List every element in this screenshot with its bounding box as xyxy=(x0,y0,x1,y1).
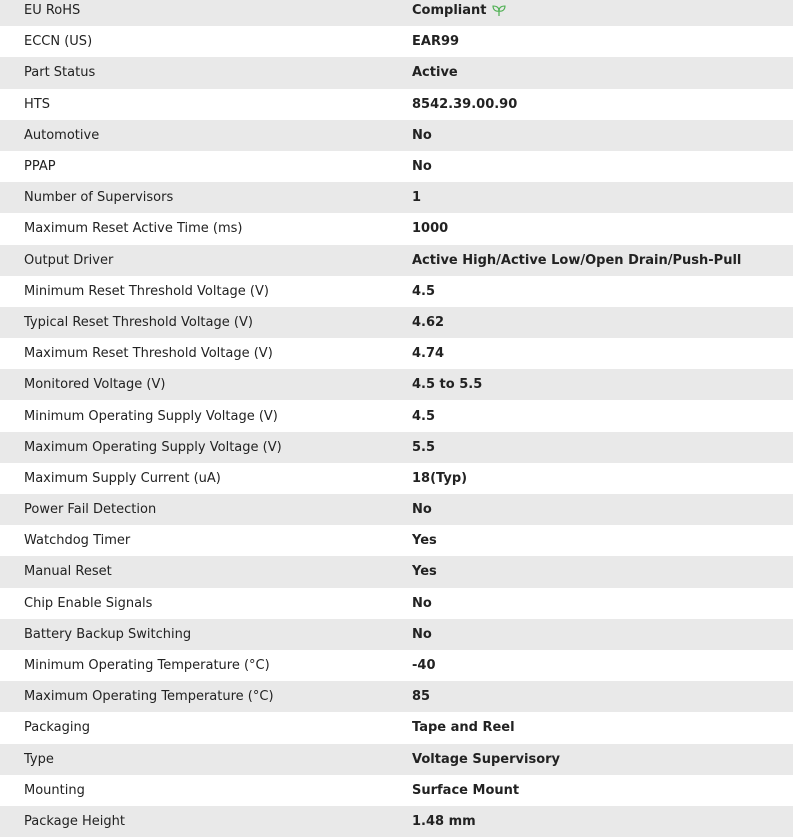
spec-value: Tape and Reel xyxy=(412,720,515,736)
spec-label: Chip Enable Signals xyxy=(24,595,153,611)
spec-label: Maximum Supply Current (uA) xyxy=(24,470,221,486)
spec-row-min-reset-threshold-voltage xyxy=(0,276,793,307)
spec-label: Watchdog Timer xyxy=(24,533,131,549)
spec-value: Surface Mount xyxy=(412,782,520,798)
spec-label: EU RoHS xyxy=(24,3,81,19)
spec-row-mounting xyxy=(0,775,793,806)
spec-row-manual-reset xyxy=(0,556,793,587)
spec-value: 18(Typ) xyxy=(412,470,468,486)
spec-value: No xyxy=(412,502,432,518)
spec-value: 8542.39.00.90 xyxy=(412,96,518,112)
spec-row-max-operating-supply-voltage xyxy=(0,432,793,463)
spec-label: Minimum Operating Temperature (°C) xyxy=(24,658,270,674)
spec-row-ppap xyxy=(0,151,793,182)
spec-row-hts xyxy=(0,89,793,120)
spec-row-battery-backup-switching xyxy=(0,619,793,650)
spec-row-max-supply-current xyxy=(0,463,793,494)
spec-row-eccn xyxy=(0,26,793,57)
spec-value: EAR99 xyxy=(412,34,460,50)
spec-value: 1 xyxy=(412,190,422,206)
spec-value: 85 xyxy=(412,689,431,705)
spec-value: No xyxy=(412,127,432,143)
spec-label: Number of Supervisors xyxy=(24,190,174,206)
spec-label: Minimum Operating Supply Voltage (V) xyxy=(24,408,278,424)
spec-row-min-operating-temperature xyxy=(0,650,793,681)
spec-value: 1000 xyxy=(412,221,449,237)
spec-row-eu-rohs xyxy=(0,0,793,26)
spec-row-max-operating-temperature xyxy=(0,681,793,712)
spec-value: No xyxy=(412,159,432,175)
spec-row-type xyxy=(0,744,793,775)
spec-label: Minimum Reset Threshold Voltage (V) xyxy=(24,283,269,299)
spec-label: Battery Backup Switching xyxy=(24,626,192,642)
spec-value: Active High/Active Low/Open Drain/Push-Pull xyxy=(412,252,742,268)
spec-row-max-reset-threshold-voltage xyxy=(0,338,793,369)
spec-label: ECCN (US) xyxy=(24,34,93,50)
spec-label: Type xyxy=(24,751,54,767)
spec-label: Part Status xyxy=(24,65,96,81)
spec-row-monitored-voltage xyxy=(0,369,793,400)
spec-row-number-of-supervisors xyxy=(0,182,793,213)
spec-label: Package Height xyxy=(24,813,125,829)
spec-value: Yes xyxy=(412,564,437,580)
spec-row-part-status xyxy=(0,57,793,88)
spec-label: Manual Reset xyxy=(24,564,112,580)
spec-label: Power Fail Detection xyxy=(24,502,157,518)
spec-value: Compliant xyxy=(412,3,487,19)
spec-row-min-operating-supply-voltage xyxy=(0,400,793,431)
spec-value: 4.62 xyxy=(412,314,445,330)
spec-label: Output Driver xyxy=(24,252,114,268)
spec-label: Typical Reset Threshold Voltage (V) xyxy=(24,314,253,330)
spec-row-watchdog-timer xyxy=(0,525,793,556)
spec-value: 4.5 xyxy=(412,408,436,424)
spec-label: Maximum Operating Supply Voltage (V) xyxy=(24,439,282,455)
spec-row-power-fail-detection xyxy=(0,494,793,525)
spec-label: Mounting xyxy=(24,782,85,798)
spec-label: Automotive xyxy=(24,127,100,143)
spec-row-chip-enable-signals xyxy=(0,588,793,619)
spec-row-automotive xyxy=(0,120,793,151)
spec-label: Maximum Reset Active Time (ms) xyxy=(24,221,243,237)
spec-value: -40 xyxy=(412,658,436,674)
spec-value: No xyxy=(412,595,432,611)
spec-value: Voltage Supervisory xyxy=(412,751,561,767)
spec-value: 4.74 xyxy=(412,346,445,362)
spec-value: Active xyxy=(412,65,458,81)
spec-label: Maximum Operating Temperature (°C) xyxy=(24,689,274,705)
spec-label: Monitored Voltage (V) xyxy=(24,377,166,393)
spec-row-packaging xyxy=(0,712,793,743)
spec-row-package-height xyxy=(0,806,793,837)
spec-value: 4.5 xyxy=(412,283,436,299)
spec-label: Packaging xyxy=(24,720,90,736)
leaf-icon xyxy=(492,5,506,17)
spec-label: HTS xyxy=(24,96,50,112)
spec-value: 4.5 to 5.5 xyxy=(412,377,483,393)
spec-value: 1.48 mm xyxy=(412,813,476,829)
spec-value: Yes xyxy=(412,533,437,549)
spec-label: Maximum Reset Threshold Voltage (V) xyxy=(24,346,273,362)
spec-value: 5.5 xyxy=(412,439,436,455)
spec-row-typ-reset-threshold-voltage xyxy=(0,307,793,338)
spec-row-output-driver xyxy=(0,245,793,276)
spec-value-cell xyxy=(412,3,793,18)
spec-label: PPAP xyxy=(24,159,56,175)
spec-row-max-reset-active-time xyxy=(0,213,793,244)
spec-value: No xyxy=(412,626,432,642)
